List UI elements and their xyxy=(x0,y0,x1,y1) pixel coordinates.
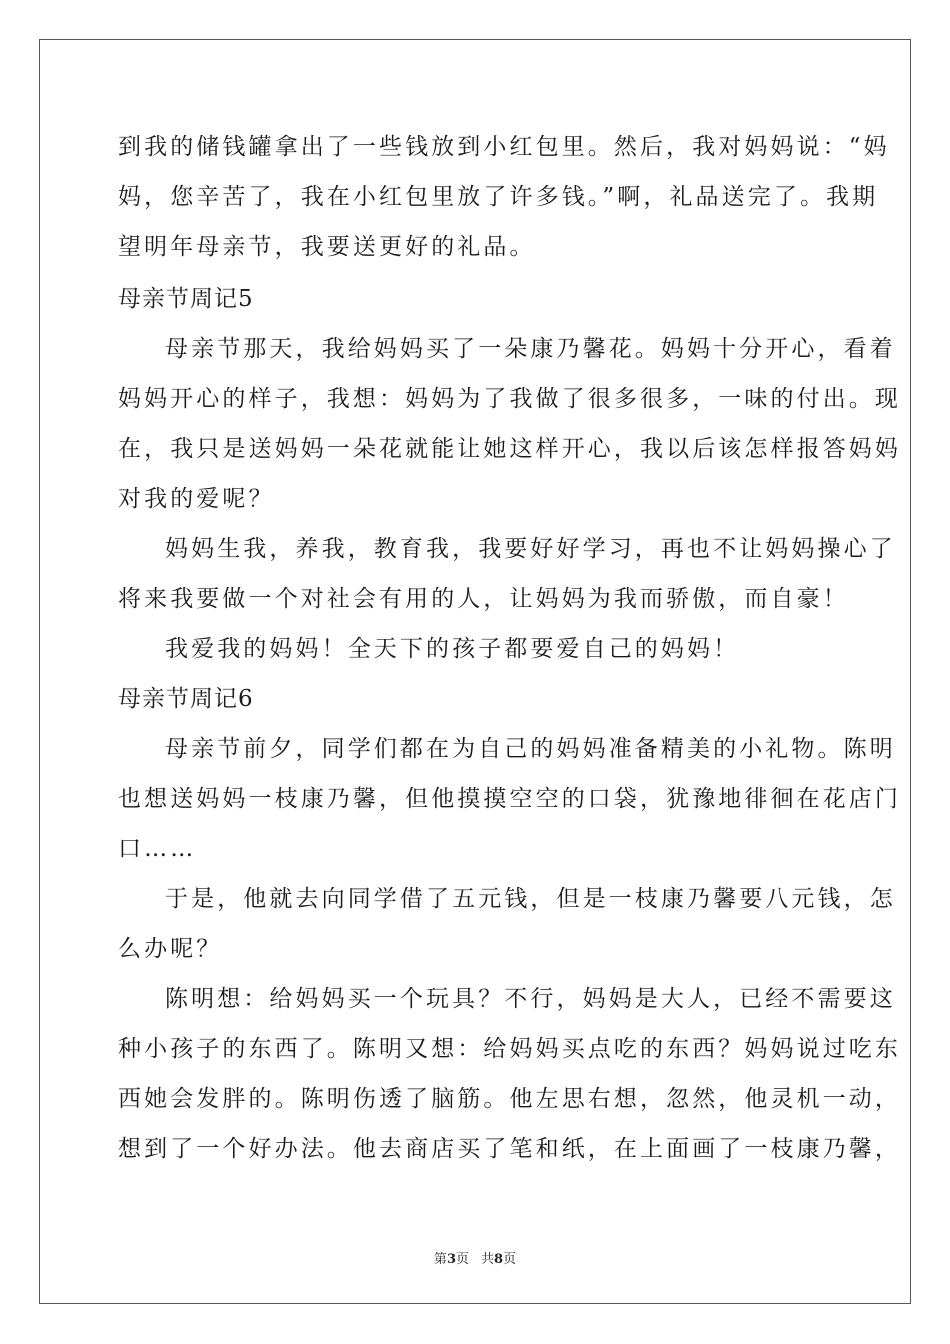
section-heading: 母亲节周记6 xyxy=(118,686,254,712)
body-line: 妈妈生我，养我，教育我，我要好好学习，再也不让妈妈操心了 xyxy=(165,536,896,562)
body-line: 在，我只是送妈妈一朵花就能让她这样开心，我以后该怎样报答妈妈 xyxy=(118,436,901,462)
page-number: 3 xyxy=(446,1252,456,1267)
body-line: 母亲节那天，我给妈妈买了一朵康乃馨花。妈妈十分开心，看着 xyxy=(165,336,896,362)
body-line: 口…… xyxy=(118,836,197,862)
body-line: 于是，他就去向同学借了五元钱，但是一枝康乃馨要八元钱，怎 xyxy=(165,886,896,912)
body-line: 到我的储钱罐拿出了一些钱放到小红包里。然后，我对妈妈说：“妈 xyxy=(118,134,890,160)
page-suffix: 页 xyxy=(455,1252,469,1267)
body-line: 妈妈开心的样子，我想：妈妈为了我做了很多很多，一味的付出。现 xyxy=(118,386,901,412)
body-line: 西她会发胖的。陈明伤透了脑筋。他左思右想，忽然，他灵机一动， xyxy=(118,1086,901,1112)
body-line: 母亲节前夕，同学们都在为自己的妈妈准备精美的小礼物。陈明 xyxy=(165,736,896,762)
body-line: 也想送妈妈一枝康乃馨，但他摸摸空空的口袋，犹豫地徘徊在花店门 xyxy=(118,786,901,812)
total-pages: 8 xyxy=(494,1252,504,1267)
body-line: 么办呢？ xyxy=(118,936,223,962)
page-prefix: 第 xyxy=(433,1252,447,1267)
total-suffix: 页 xyxy=(503,1252,517,1267)
body-line: 我爱我的妈妈！全天下的孩子都要爱自己的妈妈！ xyxy=(165,636,740,662)
page-footer xyxy=(0,1248,950,1267)
body-line: 想到了一个好办法。他去商店买了笔和纸，在上面画了一枝康乃馨， xyxy=(118,1136,901,1162)
body-line: 望明年母亲节，我要送更好的礼品。 xyxy=(118,234,536,260)
body-line: 陈明想：给妈妈买一个玩具？不行，妈妈是大人，已经不需要这 xyxy=(165,986,896,1012)
body-line: 妈，您辛苦了，我在小红包里放了许多钱。”啊，礼品送完了。我期 xyxy=(118,184,879,210)
total-prefix: 共 xyxy=(481,1252,495,1267)
body-line: 对我的爱呢？ xyxy=(118,486,275,512)
body-line: 种小孩子的东西了。陈明又想：给妈妈买点吃的东西？妈妈说过吃东 xyxy=(118,1036,901,1062)
page-border xyxy=(39,39,911,1304)
body-line: 将来我要做一个对社会有用的人，让妈妈为我而骄傲，而自豪！ xyxy=(118,586,849,612)
section-heading: 母亲节周记5 xyxy=(118,286,254,312)
